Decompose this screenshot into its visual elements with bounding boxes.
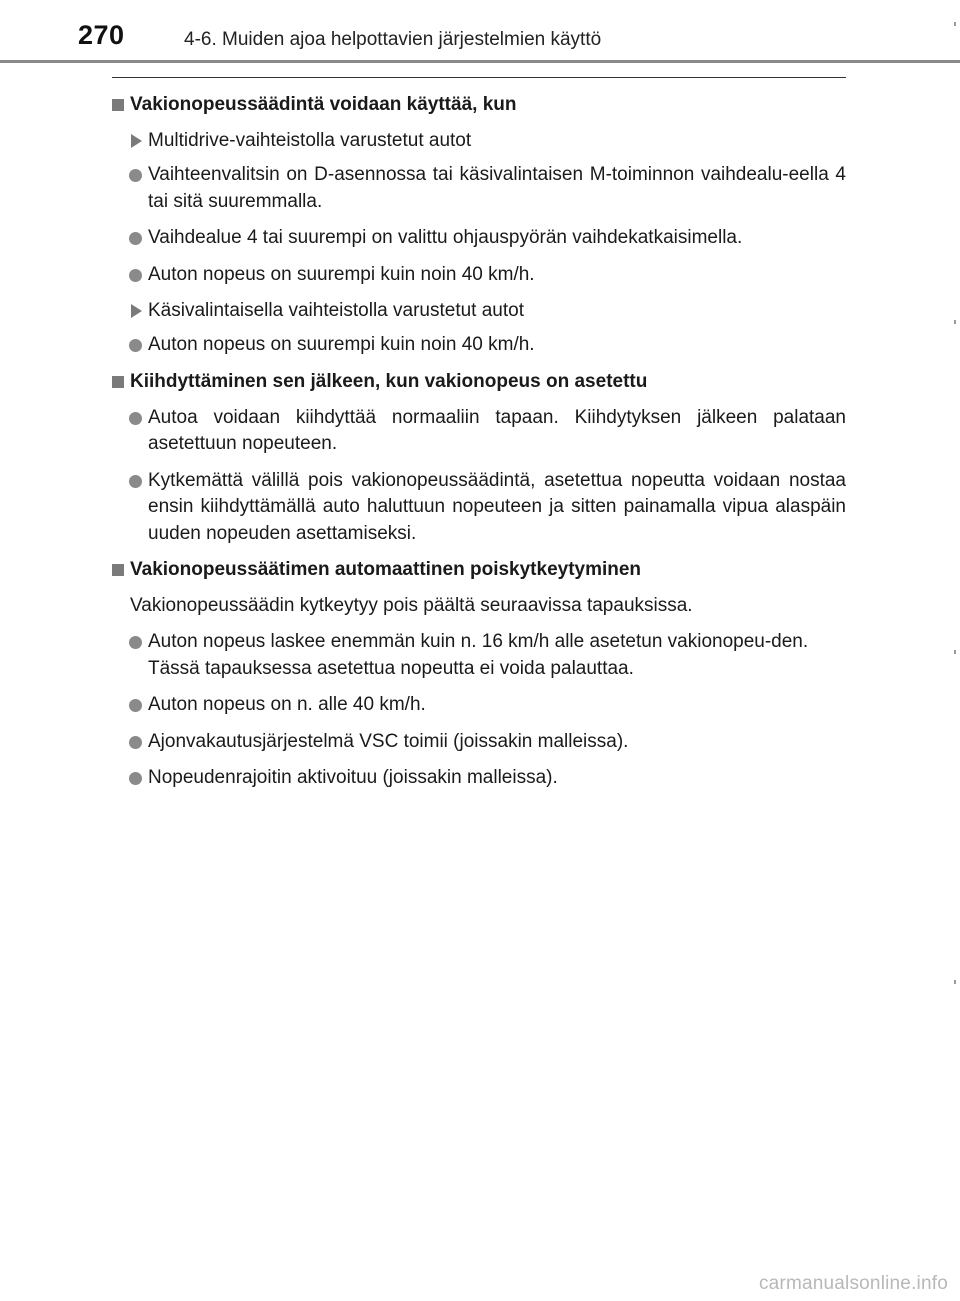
list-item bbox=[112, 405, 846, 458]
content-top-rule bbox=[112, 77, 846, 78]
crop-mark bbox=[954, 320, 956, 324]
triangle-bullet-icon bbox=[131, 134, 142, 148]
section-heading bbox=[112, 92, 846, 118]
page-number: 270 bbox=[78, 20, 125, 50]
header-divider bbox=[0, 60, 960, 63]
circle-bullet-icon bbox=[129, 636, 142, 649]
square-bullet-icon bbox=[112, 564, 124, 576]
list-item-text: Autoa voidaan kiihdyttää normaaliin tapaan. Kiihdytyksen jälkeen palataan asetettuun nopeuteen. bbox=[148, 406, 846, 454]
section-heading-text: Vakionopeussäätimen automaattinen poiskytkeytyminen bbox=[130, 559, 642, 580]
list-item-text: Vaihdealue 4 tai suurempi on valittu ohjauspyörän vaihdekatkaisimella. bbox=[148, 227, 743, 248]
circle-bullet-icon bbox=[129, 475, 142, 488]
section-heading-text: Kiihdyttäminen sen jälkeen, kun vakionopeus on asetettu bbox=[130, 370, 648, 392]
section-heading bbox=[112, 369, 846, 395]
circle-bullet-icon bbox=[129, 412, 142, 425]
crop-mark bbox=[954, 22, 956, 26]
crop-mark bbox=[954, 980, 956, 984]
list-item bbox=[112, 332, 846, 359]
sub-heading-text: Käsivalintaisella vaihteistolla varustetut autot bbox=[148, 300, 524, 321]
list-item-text: Auton nopeus on n. alle 40 km/h. bbox=[148, 694, 426, 715]
crop-mark bbox=[954, 650, 956, 654]
list-item-text: Auton nopeus laskee enemmän kuin n. 16 km/h alle asetetun vakionopeu-den. bbox=[148, 631, 809, 652]
page-content bbox=[112, 92, 846, 802]
list-item-text: Vaihteenvalitsin on D-asennossa tai käsivalintaisen M-toiminnon vaihdealu-eella 4 tai sitä suuremmalla. bbox=[148, 164, 846, 212]
chapter-title: 4-6. Muiden ajoa helpottavien järjestelmien käyttö bbox=[184, 29, 602, 50]
circle-bullet-icon bbox=[129, 269, 142, 282]
page-header bbox=[0, 0, 960, 64]
list-item bbox=[112, 629, 846, 682]
circle-bullet-icon bbox=[129, 232, 142, 245]
list-item bbox=[112, 262, 846, 289]
circle-bullet-icon bbox=[129, 339, 142, 352]
list-item bbox=[112, 225, 846, 252]
square-bullet-icon bbox=[112, 376, 124, 388]
list-item bbox=[112, 692, 846, 719]
watermark-link[interactable]: carmanualsonline.info bbox=[758, 1273, 948, 1294]
list-item-text: Ajonvakautusjärjestelmä VSC toimii (joissakin malleissa). bbox=[148, 730, 629, 752]
list-item bbox=[112, 162, 846, 215]
list-item-text: Kytkemättä välillä pois vakionopeussäädintä, asetettua nopeutta voidaan nostaa ensin kiihdyttämällä auto haluttuun nopeuteen ja sitten painamalla vipua alaspäin uuden nopeuden asettamiseksi. bbox=[148, 469, 846, 544]
sub-heading bbox=[112, 128, 846, 154]
list-item-text: Nopeudenrajoitin aktivoituu (joissakin malleissa). bbox=[148, 767, 558, 788]
sub-heading-text: Multidrive-vaihteistolla varustetut autot bbox=[148, 130, 472, 151]
circle-bullet-icon bbox=[129, 772, 142, 785]
list-item bbox=[112, 729, 846, 756]
section-heading-text: Vakionopeussäädintä voidaan käyttää, kun bbox=[130, 94, 517, 115]
list-item bbox=[112, 765, 846, 792]
list-item-text: Auton nopeus on suurempi kuin noin 40 km/h. bbox=[148, 334, 535, 355]
circle-bullet-icon bbox=[129, 699, 142, 712]
circle-bullet-icon bbox=[129, 169, 142, 182]
list-item bbox=[112, 468, 846, 548]
section-intro: Vakionopeussäädin kytkeytyy pois päältä seuraavissa tapauksissa. bbox=[130, 595, 693, 616]
triangle-bullet-icon bbox=[131, 304, 142, 318]
list-item-note: Tässä tapauksessa asetettua nopeutta ei voida palauttaa. bbox=[148, 657, 634, 679]
square-bullet-icon bbox=[112, 99, 124, 111]
circle-bullet-icon bbox=[129, 736, 142, 749]
sub-heading bbox=[112, 298, 846, 324]
section-heading bbox=[112, 557, 846, 583]
list-item-text: Auton nopeus on suurempi kuin noin 40 km/h. bbox=[148, 263, 535, 285]
